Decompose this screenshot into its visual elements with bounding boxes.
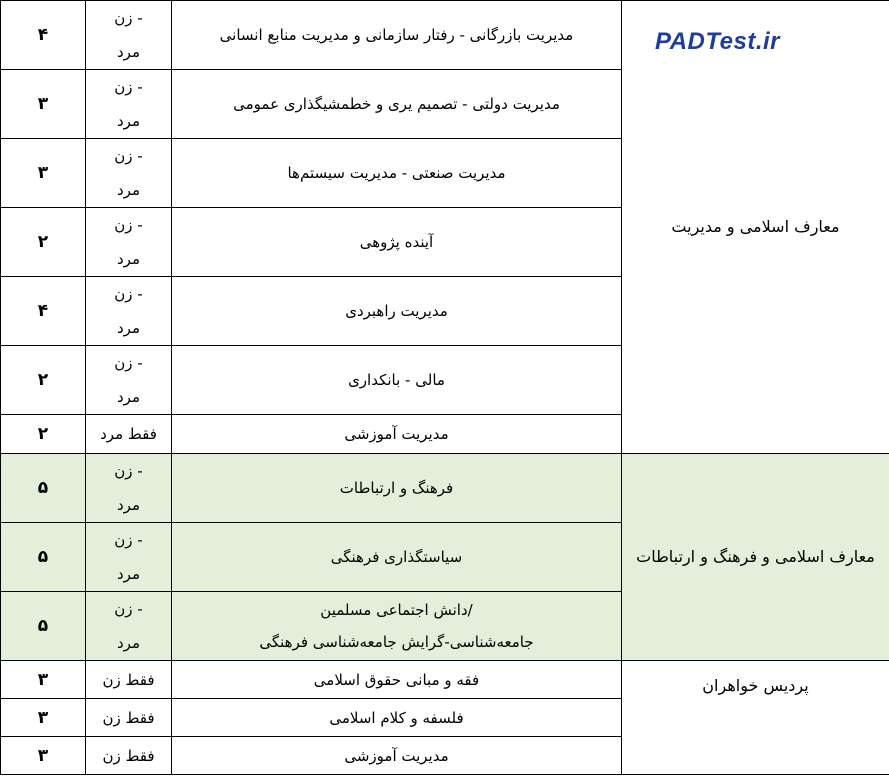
major-cell: مدیریت صنعتی - مدیریت سیستم‌ها: [172, 139, 622, 208]
gender-cell: زن - مرد: [86, 592, 172, 661]
gender-cell: زن - مرد: [86, 277, 172, 346]
gender-cell: زن - مرد: [86, 454, 172, 523]
major-cell: فلسفه و کلام اسلامی: [172, 699, 622, 737]
major-cell: فقه و مبانی حقوق اسلامی: [172, 661, 622, 699]
major-cell: دانش اجتماعی مسلمین/ جامعه‌شناسی-گرایش جامعه‌شناسی فرهنگی: [172, 592, 622, 661]
table-row: [1, 454, 889, 523]
major-cell: مدیریت آموزشی: [172, 415, 622, 454]
capacity-cell: ۵: [1, 454, 86, 523]
major-cell: مدیریت آموزشی: [172, 737, 622, 775]
gender-cell: زن - مرد: [86, 70, 172, 139]
capacity-cell: ۲: [1, 415, 86, 454]
major-cell: آینده پژوهی: [172, 208, 622, 277]
gender-cell: زن - مرد: [86, 346, 172, 415]
faculty-cell: معارف اسلامی و فرهنگ و ارتباطات: [622, 454, 889, 661]
capacity-cell: ۴: [1, 1, 86, 70]
capacity-cell: ۲: [1, 208, 86, 277]
faculty-cell: پردیس خواهران: [622, 661, 889, 775]
faculty-cell: معارف اسلامی و مدیریت: [622, 1, 889, 454]
major-cell: سیاستگذاری فرهنگی: [172, 523, 622, 592]
major-cell: مدیریت بازرگانی - رفتار سازمانی و مدیریت منابع انسانی: [172, 1, 622, 70]
capacity-cell: ۳: [1, 70, 86, 139]
table-row: [1, 661, 889, 699]
gender-cell: فقط مرد: [86, 415, 172, 454]
gender-cell: فقط زن: [86, 737, 172, 775]
capacity-cell: ۳: [1, 661, 86, 699]
gender-cell: زن - مرد: [86, 1, 172, 70]
capacity-cell: ۳: [1, 699, 86, 737]
gender-cell: زن - مرد: [86, 523, 172, 592]
major-cell: فرهنگ و ارتباطات: [172, 454, 622, 523]
capacity-cell: ۳: [1, 139, 86, 208]
major-cell: مالی - بانکداری: [172, 346, 622, 415]
capacity-cell: ۵: [1, 523, 86, 592]
major-cell: مدیریت دولتی - تصمیم یری و خطمشیگذاری عمومی: [172, 70, 622, 139]
gender-cell: فقط زن: [86, 699, 172, 737]
capacity-cell: ۳: [1, 737, 86, 775]
capacity-cell: ۴: [1, 277, 86, 346]
gender-cell: زن - مرد: [86, 208, 172, 277]
capacity-cell: ۵: [1, 592, 86, 661]
capacity-cell: ۲: [1, 346, 86, 415]
major-cell: مدیریت راهبردی: [172, 277, 622, 346]
padtest-logo: PADTest.ir: [655, 28, 781, 55]
gender-cell: زن - مرد: [86, 139, 172, 208]
gender-cell: فقط زن: [86, 661, 172, 699]
